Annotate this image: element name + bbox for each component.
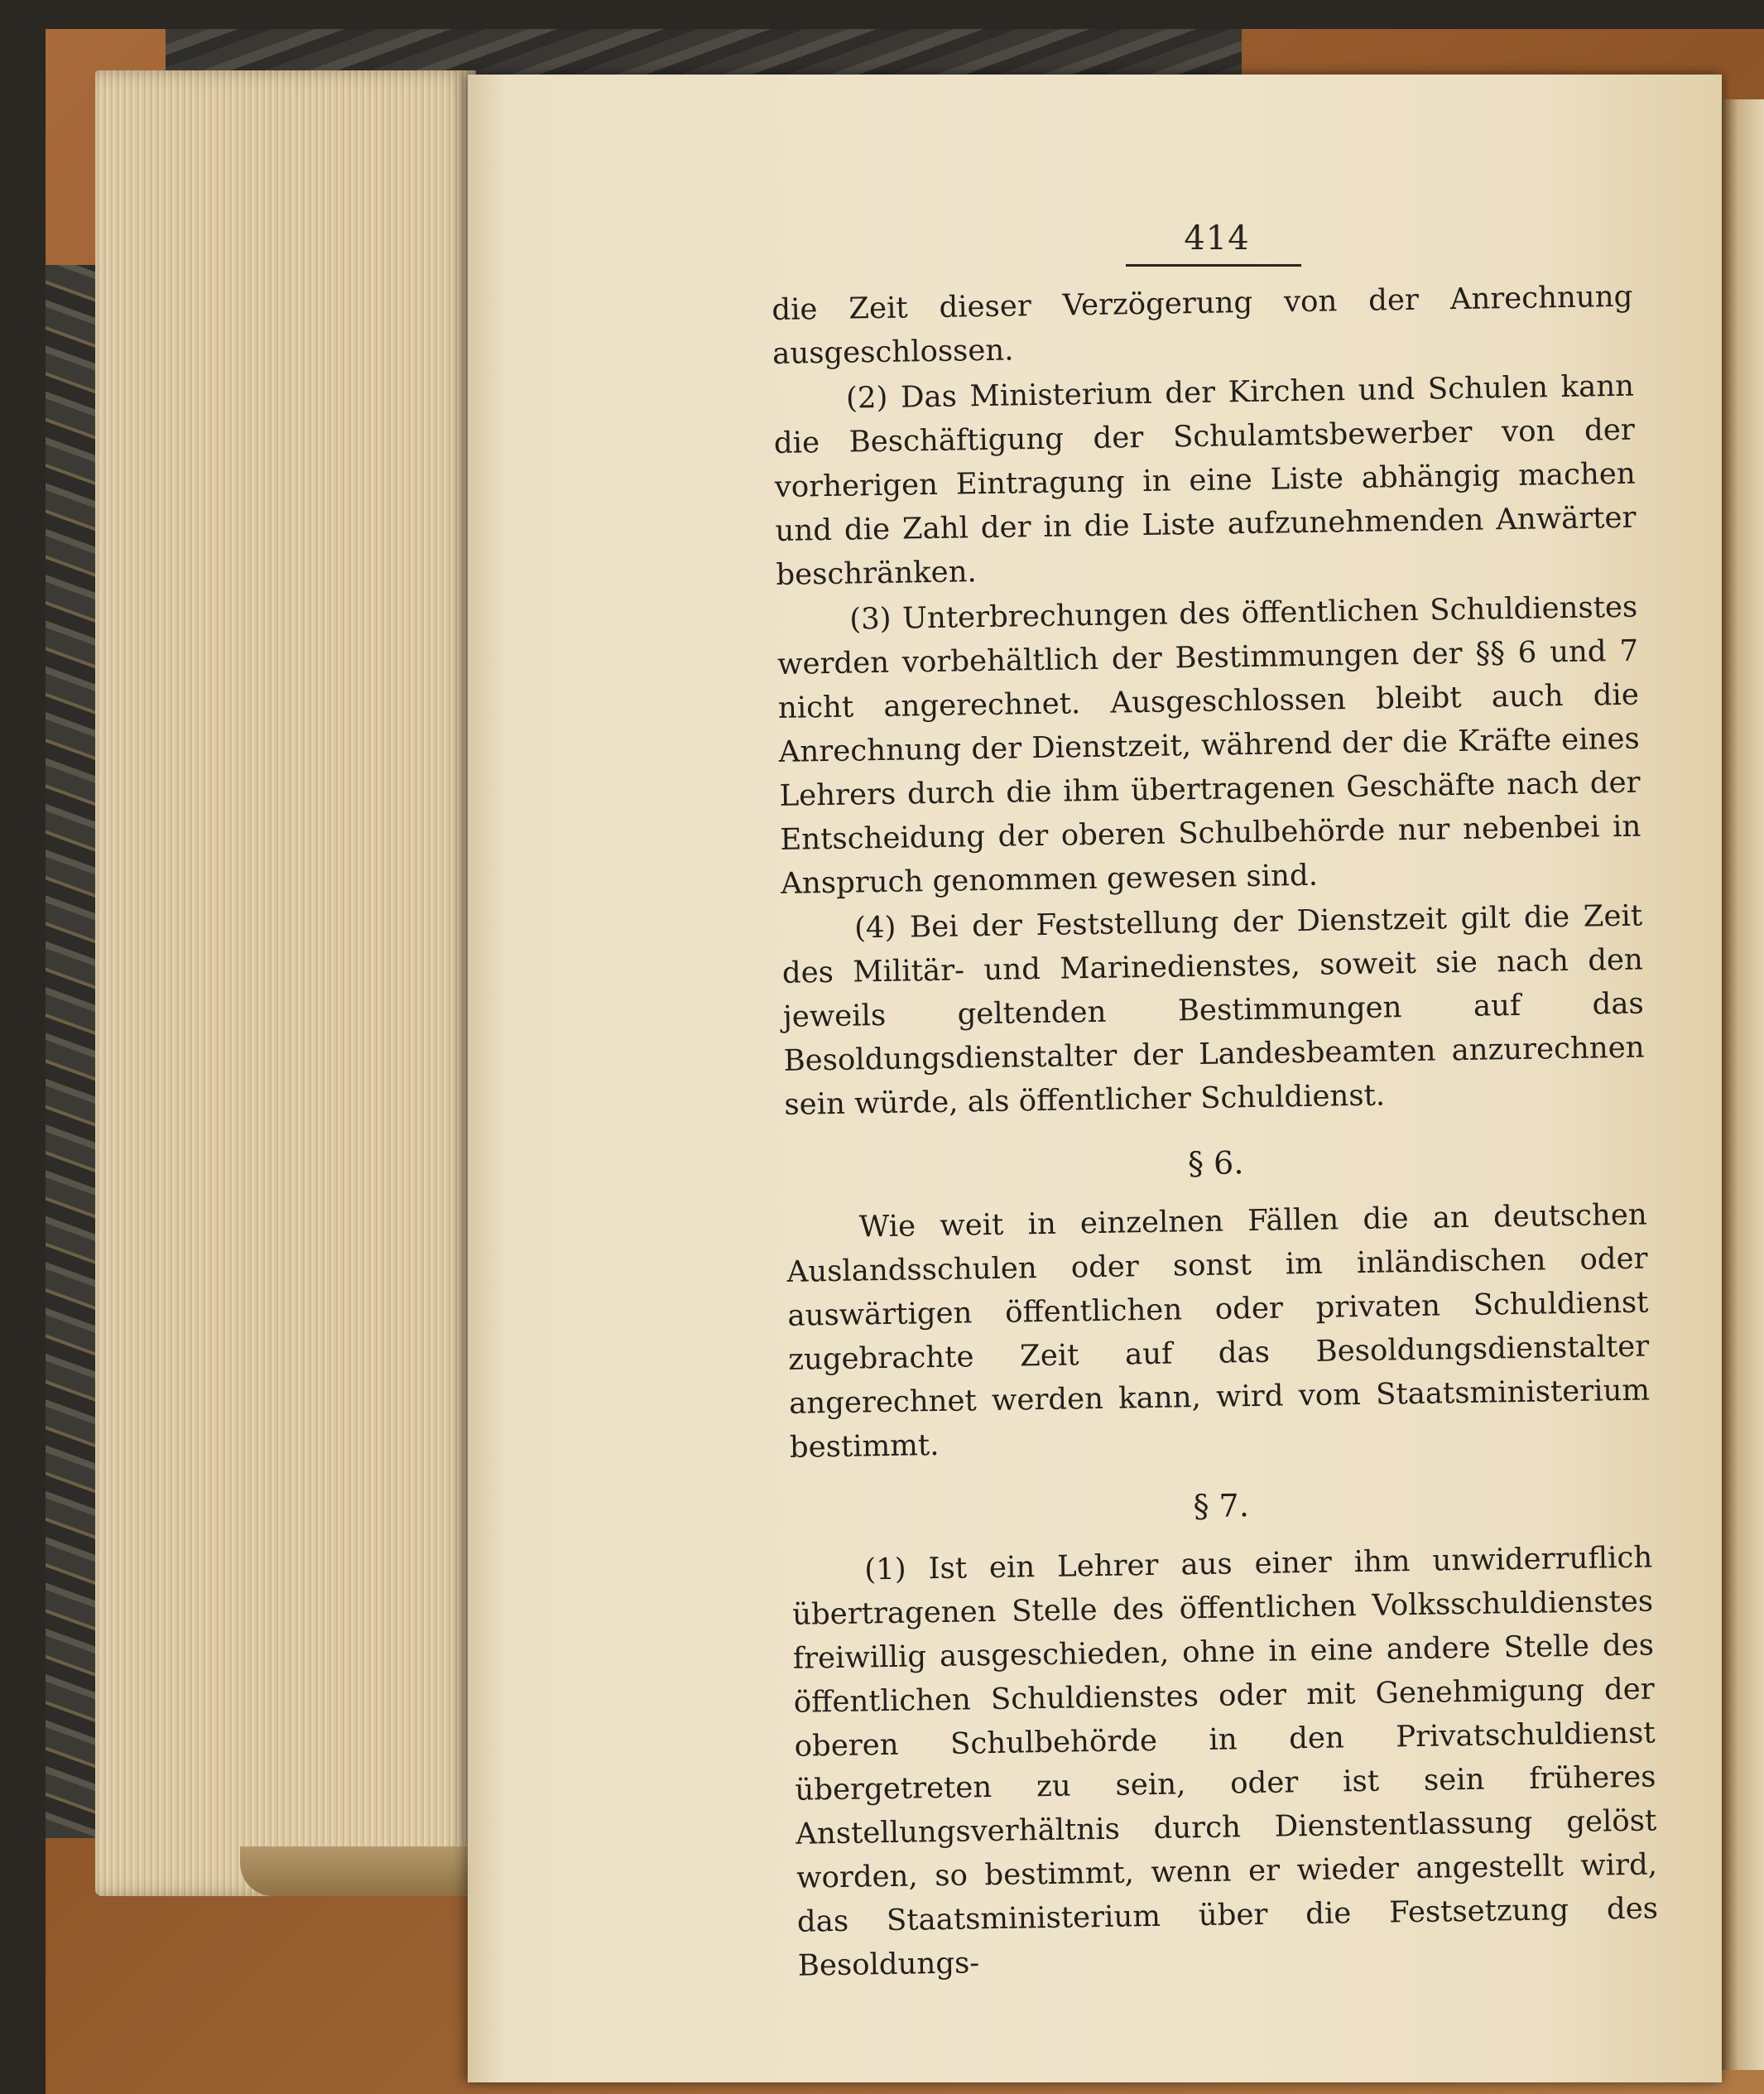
page-number-rule	[1126, 264, 1301, 267]
paragraph-continuation: die Zeit dieser Verzögerung von der Anrechnung ausgeschlossen.	[771, 279, 1633, 371]
section-heading-6: § 6.	[1187, 1144, 1244, 1182]
paragraph-6: Wie weit in einzelnen Fällen die an deutschen Auslandsschulen oder sonst im inländischen oder auswärtigen öffentlichen oder privaten Schuldienst zugebrachte Zeit auf das Besoldungsdienstalter angerechnet werden kann, wird vom Staatsministerium bestimmt.	[786, 1197, 1651, 1465]
page-stack-edge	[240, 1846, 472, 1896]
paragraph-5-2: (2) Das Ministerium der Kirchen und Schulen kann die Beschäftigung der Schulamtsbewerber von der vorherigen Eintragung in eine Liste abhängig machen und die Zahl der in die Liste aufzunehmenden Anwärter beschränken.	[773, 368, 1637, 592]
paragraph-5-3: (3) Unterbrechungen des öffentlichen Schuldienstes werden vorbehältlich der Bestimmungen der §§ 6 und 7 nicht angerechnet. Ausgeschlossen bleibt auch die Anrechnung der Dienstzeit, während der die Kräfte eines Lehrers durch die ihm übertragenen Geschäfte nach der Entscheidung der oberen Schulbehörde nur nebenbei in Anspruch genommen gewesen sind.	[776, 590, 1641, 901]
marbled-endpaper-left	[46, 265, 95, 1838]
page-body	[771, 275, 1659, 1988]
paragraph-7-1: (1) Ist ein Lehrer aus einer ihm unwiderruflich übertragenen Stelle des öffentlichen Volksschuldienstes freiwillig ausgeschieden, ohne in eine andere Stelle des öffentlichen Schuldienstes oder mit Genehmigung der oberen Schulbehörde in den Privatschuldienst übergetreten zu sein, oder ist sein früheres Anstellungsverhältnis durch Dienstentlassung gelöst worden, so bestimmt, wenn er wieder angestellt wird, das Staatsministerium über die Festsetzung des Besoldungs-	[791, 1540, 1659, 1983]
paragraph-5-4: (4) Bei der Feststellung der Dienstzeit gilt die Zeit des Militär- und Marinedienstes, soweit sie nach den jeweils geltenden Bestimmungen auf das Besoldungsdienstalter der Landesbeamten anzurechnen sein würde, als öffentlicher Schuldienst.	[781, 898, 1645, 1122]
page-stack-left	[95, 70, 476, 1896]
facing-page-edge	[1722, 99, 1764, 2070]
page-number: 414	[1184, 219, 1250, 258]
section-heading-7: § 7.	[1193, 1487, 1250, 1525]
